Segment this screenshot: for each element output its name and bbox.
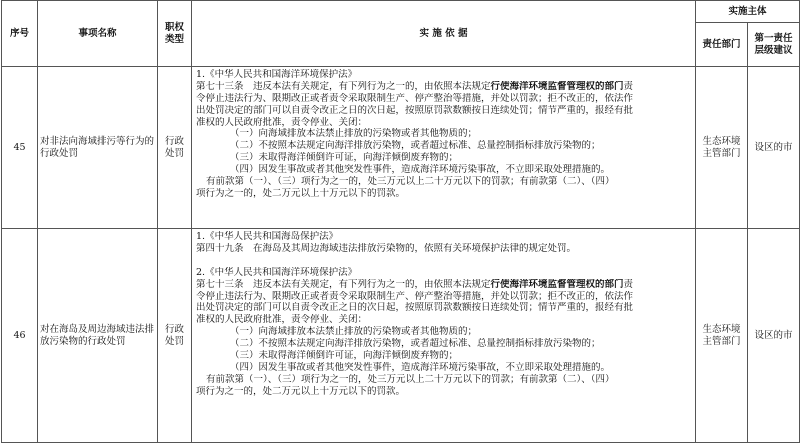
header-dept: 责任部门	[696, 23, 748, 67]
article-line: 令停止违法行为、限期改正或者责令采取限制生产、停产整治等措施，并处以罚款；拒不改正的，依法作	[196, 290, 634, 302]
clause-item: （二）不按照本法规定向海洋排放污染物，或者超过标准、总量控制指标排放污染物的；	[230, 140, 601, 152]
article-line: 出处罚决定的部门可以自责令改正之日的次日起，按照原罚款数额按日连续处罚；情节严重的，报经有批	[196, 104, 634, 116]
clause-item: （三）未取得海洋倾倒许可证，向海洋倾倒废弃物的；	[230, 350, 459, 362]
header-row-1	[2, 1, 800, 23]
row-seq: 46	[2, 229, 38, 443]
table-row	[2, 229, 800, 443]
row-basis	[192, 229, 696, 443]
row-power-type: 行政 处罚	[158, 229, 192, 443]
clause-item: （四）因发生事故或者其他突发性事件，造成海洋环境污染事故，不立即采取处理措施的。	[230, 164, 611, 176]
row-level: 设区的市	[748, 229, 800, 443]
article-line: 准权的人民政府批准，责令停业、关闭：	[196, 314, 368, 326]
penalty-line: 有前款第（一）、（三）项行为之一的，处三万元以上二十万元以下的罚款；有前款第（二）、（四）	[206, 373, 615, 385]
header-item-name: 事项名称	[38, 1, 158, 67]
article-line: 令停止违法行为、限期改正或者责令采取限制生产、停产整治等措施，并处以罚款；拒不改正的，依法作	[196, 92, 634, 104]
clause-item: （二）不按照本法规定向海洋排放污染物，或者超过标准、总量控制指标排放污染物的；	[230, 338, 601, 350]
law-title: 1.《中华人民共和国海洋环境保护法》	[196, 69, 358, 80]
row-dept: 生态环境 主管部门	[696, 229, 748, 443]
header-basis: 实 施 依 据	[192, 1, 696, 67]
enforcement-table	[1, 0, 800, 443]
highlight-dept: 行使海洋环境监督管理权的部门	[490, 80, 624, 92]
article-line: 第七十三条 违反本法有关规定，有下列行为之一的，由依照本法规定行使海洋环境监督管理权的部门责	[196, 80, 634, 92]
penalty-line: 项行为之一的，处二万元以上十万元以下的罚款。	[196, 187, 406, 199]
header-level: 第一责任 层级建议	[748, 23, 800, 67]
row-level: 设区的市	[748, 67, 800, 229]
clause-item: （三）未取得海洋倾倒许可证，向海洋倾倒废弃物的；	[230, 152, 459, 164]
row-basis	[192, 67, 696, 229]
row-item-name: 对非法向海域排污等行为的行政处罚	[38, 67, 158, 229]
article-line: 第七十三条 违反本法有关规定，有下列行为之一的，由依照本法规定行使海洋环境监督管理权的部门责	[196, 278, 634, 290]
article-line: 第四十九条 在海岛及其周边海域违法排放污染物的，依照有关环境保护法律的规定处罚。	[196, 242, 577, 254]
row-seq: 45	[2, 67, 38, 229]
header-seq: 序号	[2, 1, 38, 67]
clause-item: （一）向海域排放本法禁止排放的污染物或者其他物质的；	[230, 128, 478, 140]
table-row	[2, 67, 800, 229]
header-subject: 实施主体	[696, 1, 800, 23]
penalty-line: 项行为之一的，处二万元以上十万元以下的罚款。	[196, 385, 406, 397]
highlight-dept: 行使海洋环境监督管理权的部门	[490, 278, 624, 290]
clause-item: （一）向海域排放本法禁止排放的污染物或者其他物质的；	[230, 326, 478, 338]
clause-item: （四）因发生事故或者其他突发性事件，造成海洋环境污染事故，不立即采取处理措施的。	[230, 361, 611, 373]
law-title: 2.《中华人民共和国海洋环境保护法》	[196, 266, 358, 278]
row-item-name: 对在海岛及周边海域违法排放污染物的行政处罚	[38, 229, 158, 443]
law-title: 1.《中华人民共和国海岛保护法》	[196, 231, 339, 242]
header-power-type: 职权 类型	[158, 1, 192, 67]
row-dept: 生态环境 主管部门	[696, 67, 748, 229]
penalty-line: 有前款第（一）、（三）项行为之一的，处三万元以上二十万元以下的罚款；有前款第（二）、（四）	[206, 176, 615, 188]
row-power-type: 行政 处罚	[158, 67, 192, 229]
article-line: 准权的人民政府批准，责令停业、关闭：	[196, 116, 368, 128]
article-line: 出处罚决定的部门可以自责令改正之日的次日起，按照原罚款数额按日连续处罚；情节严重的，报经有批	[196, 302, 634, 314]
